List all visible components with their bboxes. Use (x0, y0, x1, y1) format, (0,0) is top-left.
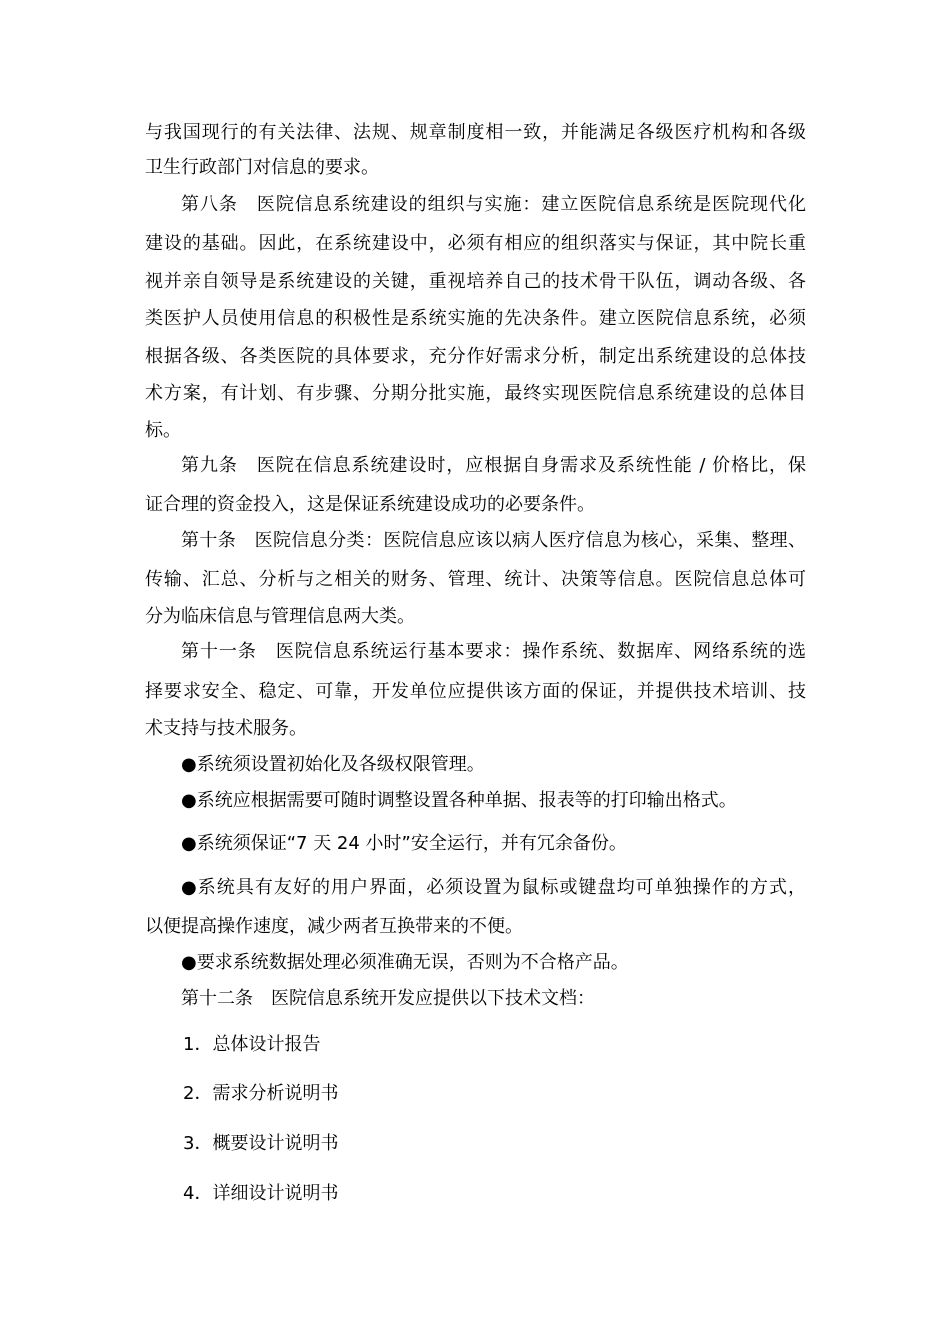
article-8-text-line-7: 标。 (145, 420, 181, 441)
requirement-bullet-2: ●系统应根据需要可随时调整设置各种单据、报表等的打印输出格式。 (181, 790, 737, 811)
document-list-item-2: 2．需求分析说明书 (183, 1083, 339, 1104)
requirement-bullet-3: ●系统须保证“7 天 24 小时”安全运行，并有冗余备份。 (181, 833, 627, 854)
requirement-bullet-5: ●要求系统数据处理必须准确无误，否则为不合格产品。 (181, 952, 629, 973)
article-7-text-line-2: 卫生行政部门对信息的要求。 (145, 157, 379, 178)
requirement-bullet-1: ●系统须设置初始化及各级权限管理。 (181, 754, 485, 775)
article-8-text-line-4: 类医护人员使用信息的积极性是系统实施的先决条件。建立医院信息系统，必须 (145, 308, 806, 329)
document-list-item-3: 3．概要设计说明书 (183, 1133, 339, 1154)
article-10-text-line-3: 分为临床信息与管理信息两大类。 (145, 606, 415, 627)
article-10-text-line-2: 传输、汇总、分析与之相关的财务、管理、统计、决策等信息。医院信息总体可 (145, 569, 806, 590)
article-11-heading-line: 第十一条 医院信息系统运行基本要求：操作系统、数据库、网络系统的选 (181, 641, 806, 662)
article-8-text-line-5: 根据各级、各类医院的具体要求，充分作好需求分析，制定出系统建设的总体技 (145, 346, 806, 367)
article-11-text-line-3: 术支持与技术服务。 (145, 718, 307, 739)
article-8-heading-line: 第八条 医院信息系统建设的组织与实施：建立医院信息系统是医院现代化 (181, 194, 806, 215)
document-list-item-1: 1．总体设计报告 (183, 1034, 321, 1055)
article-9-text-line-2: 证合理的资金投入，这是保证系统建设成功的必要条件。 (145, 494, 595, 515)
article-7-text-line-1: 与我国现行的有关法律、法规、规章制度相一致，并能满足各级医疗机构和各级 (145, 122, 806, 143)
article-8-text-line-3: 视并亲自领导是系统建设的关键，重视培养自己的技术骨干队伍，调动各级、各 (145, 271, 806, 292)
requirement-bullet-4-line-2: 以便提高操作速度，减少两者互换带来的不便。 (145, 916, 523, 937)
article-9-heading-line: 第九条 医院在信息系统建设时，应根据自身需求及系统性能 / 价格比，保 (181, 455, 806, 476)
article-12-heading-line: 第十二条 医院信息系统开发应提供以下技术文档： (181, 988, 595, 1009)
document-list-item-4: 4．详细设计说明书 (183, 1183, 339, 1204)
article-11-text-line-2: 择要求安全、稳定、可靠，开发单位应提供该方面的保证，并提供技术培训、技 (145, 681, 806, 702)
article-8-text-line-6: 术方案，有计划、有步骤、分期分批实施，最终实现医院信息系统建设的总体目 (145, 383, 806, 404)
article-10-heading-line: 第十条 医院信息分类：医院信息应该以病人医疗信息为核心，采集、整理、 (181, 530, 806, 551)
requirement-bullet-4-line-1: ●系统具有友好的用户界面，必须设置为鼠标或键盘均可单独操作的方式， (181, 877, 806, 898)
article-8-text-line-2: 建设的基础。因此，在系统建设中，必须有相应的组织落实与保证，其中院长重 (145, 233, 806, 254)
